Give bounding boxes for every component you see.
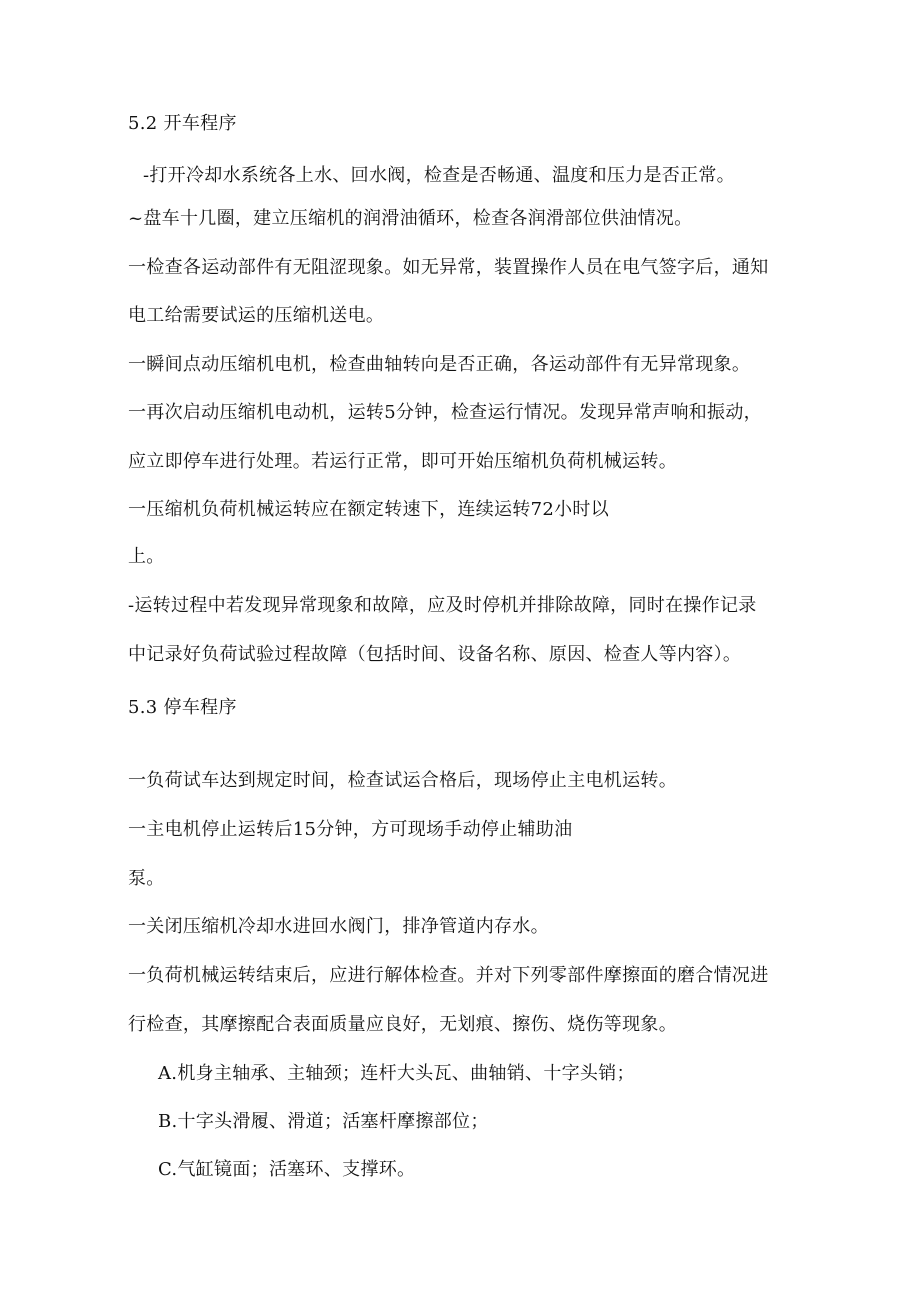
- section-5-2-line-10: -运转过程中若发现异常现象和故障，应及时停机并排除故障，同时在操作记录: [128, 595, 757, 616]
- section-5-3-line-2: 一主电机停止运转后15分钟，方可现场手动停止辅助油: [128, 819, 573, 840]
- section-5-2-line-3: 一检查各运动部件有无阻涩现象。如无异常，装置操作人员在电气签字后，通知: [128, 257, 769, 278]
- section-5-3-line-4: 一关闭压缩机冷却水进回水阀门，排净管道内存水。: [128, 916, 549, 937]
- section-5-2-line-2: ~盘车十几圈，建立压缩机的润滑油循环，检查各润滑部位供油情况。: [128, 208, 693, 229]
- section-5-2-line-1: -打开冷却水系统各上水、回水阀，检查是否畅通、温度和压力是否正常。: [143, 165, 735, 186]
- section-5-2-line-8: 一压缩机负荷机械运转应在额定转速下，连续运转72小时以: [128, 499, 610, 520]
- section-5-3-item-b: B.十字头滑履、滑道；活塞杆摩擦部位；: [158, 1111, 489, 1132]
- section-5-2-line-4: 电工给需要试运的压缩机送电。: [128, 305, 385, 326]
- section-5-2-line-7: 应立即停车进行处理。若运行正常，即可开始压缩机负荷机械运转。: [128, 451, 677, 472]
- section-5-3-item-c: C.气缸镜面；活塞环、支撑环。: [158, 1159, 416, 1180]
- section-5-3-title: 5.3 停车程序: [128, 697, 237, 718]
- section-5-2-line-11: 中记录好负荷试验过程故障（包括时间、设备名称、原因、检查人等内容）。: [128, 644, 742, 665]
- section-5-3-line-5: 一负荷机械运转结束后，应进行解体检查。并对下列零部件摩擦面的磨合情况进: [128, 965, 769, 986]
- section-5-2-title: 5.2 开车程序: [128, 113, 237, 134]
- section-5-3-line-3: 泵。: [128, 868, 165, 889]
- section-5-2-line-9: 上。: [128, 546, 165, 567]
- section-5-3-line-6: 行检查，其摩擦配合表面质量应良好，无划痕、擦伤、烧伤等现象。: [128, 1014, 677, 1035]
- section-5-2-line-6: 一再次启动压缩机电动机，运转5分钟，检查运行情况。发现异常声响和振动，: [128, 402, 762, 423]
- section-5-3-line-1: 一负荷试车达到规定时间，检查试运合格后，现场停止主电机运转。: [128, 770, 677, 791]
- section-5-3-item-a: A.机身主轴承、主轴颈；连杆大头瓦、曲轴销、十字头销；: [158, 1063, 635, 1084]
- section-5-2-line-5: 一瞬间点动压缩机电机，检查曲轴转向是否正确，各运动部件有无异常现象。: [128, 354, 751, 375]
